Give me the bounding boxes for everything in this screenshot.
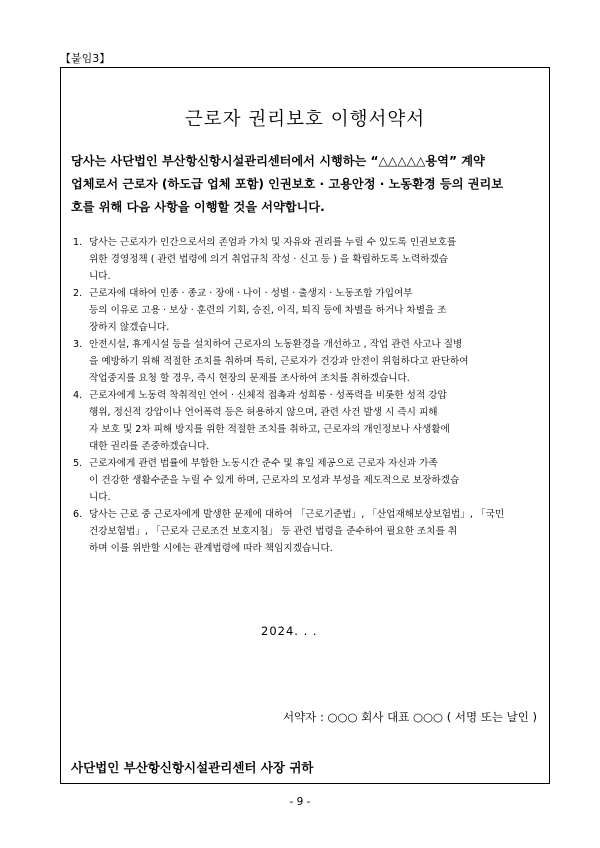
item-line: 안전시설, 휴게시설 등을 설치하여 근로자의 노동환경을 개선하고 , 작업 관련 사고나 질병 [89, 339, 463, 350]
document-title: 근로자 권리보호 이행서약서 [184, 109, 426, 130]
pledge-frame [60, 67, 550, 784]
item-text [89, 506, 539, 557]
item-number: 3. [73, 339, 83, 350]
item-line: 근로자에게 노동력 착취적인 언어 · 신체적 접촉과 성희롱 · 성폭력을 비롯한 성적 강압 [89, 390, 447, 401]
pledge-item [73, 455, 539, 506]
item-line: 당사는 근로 중 근로자에게 발생한 문제에 대하여 「근로기준법」, 「산업재해보상보험법」, 「국민 [89, 509, 505, 520]
item-line: 작업중지를 요청 할 경우, 즉시 현장의 문제를 조사하여 조치를 취하겠습니다. [89, 373, 410, 384]
intro-line: 당사는 사단법인 부산항신항시설관리센터에서 시행하는 “△△△△△용역” 계약 [71, 154, 485, 168]
item-line: 이 건강한 생활수준을 누릴 수 있게 하며, 근로자의 모성과 부성을 제도적으로 보장하겠습 [89, 475, 460, 486]
item-line: 당사는 근로자가 인간으로서의 존엄과 가치 및 자유와 권리를 누릴 수 있도록 인권보호를 [89, 237, 457, 248]
item-line: 건강보험법」, 「근로자 근로조건 보호지침」 등 관련 법령을 준수하여 필요한 조치를 취 [89, 526, 458, 537]
item-number: 2. [73, 288, 83, 299]
item-text [89, 387, 539, 455]
item-line: 자 보호 및 2차 피해 방지를 위한 적절한 조치를 취하고, 근로자의 개인정보나 사생활에 [89, 424, 450, 435]
pledge-date: 2024. . . [261, 624, 318, 638]
item-line: 행위, 정신적 강압이나 언어폭력 등은 허용하지 않으며, 관련 사건 발생 시 즉시 피해 [89, 407, 438, 418]
intro-line: 호를 위해 다음 사항을 이행할 것을 서약합니다. [71, 200, 325, 214]
item-number: 1. [73, 237, 83, 248]
pledge-item [73, 387, 539, 455]
addressee: 사단법인 부산항신항시설관리센터 사장 귀하 [71, 760, 314, 775]
signature-line: 서약자 : ○○○ 회사 대표 ○○○ ( 서명 또는 날인 ) [282, 710, 537, 724]
item-number: 4. [73, 390, 83, 401]
pledge-list [73, 234, 539, 557]
item-text [89, 234, 539, 285]
item-line: 근로자에게 관련 법률에 부합한 노동시간 준수 및 휴일 제공으로 근로자 자신과 가족 [89, 458, 438, 469]
pledge-item [73, 506, 539, 557]
attachment-tag: 【붙임3】 [60, 52, 111, 65]
item-line: 하며 이를 위반할 시에는 관계법령에 따라 책임지겠습니다. [89, 543, 333, 554]
item-line: 니다. [89, 271, 111, 282]
page-number: - 9 - [289, 796, 311, 808]
item-line: 등의 이유로 고용 · 보상 · 훈련의 기회, 승진, 이직, 퇴직 등에 차별을 하거나 차별을 조 [89, 305, 447, 316]
item-line: 니다. [89, 492, 111, 503]
intro-line: 업체로서 근로자 (하도급 업체 포함) 인권보호 · 고용안정 · 노동환경 등의 권리보 [71, 177, 504, 191]
pledge-item [73, 234, 539, 285]
item-line: 장하지 않겠습니다. [89, 322, 170, 333]
item-line: 을 예방하기 위해 적절한 조치를 취하며 특히, 근로자가 건강과 안전이 위험하다고 판단하여 [89, 356, 469, 367]
item-line: 위한 경영정책 ( 관련 법령에 의거 취업규칙 작성 · 신고 등 ) 을 확립하도록 노력하겠습 [89, 254, 449, 265]
item-text [89, 336, 539, 387]
item-number: 5. [73, 458, 83, 469]
intro-paragraph [71, 150, 537, 219]
item-line: 대한 권리를 존중하겠습니다. [89, 441, 210, 452]
pledge-item [73, 336, 539, 387]
item-line: 근로자에 대하여 인종 · 종교 · 장애 · 나이 · 성별 · 출생지 · 노동조합 가입여부 [89, 288, 413, 299]
item-text [89, 285, 539, 336]
item-number: 6. [73, 509, 83, 520]
item-text [89, 455, 539, 506]
pledge-item [73, 285, 539, 336]
